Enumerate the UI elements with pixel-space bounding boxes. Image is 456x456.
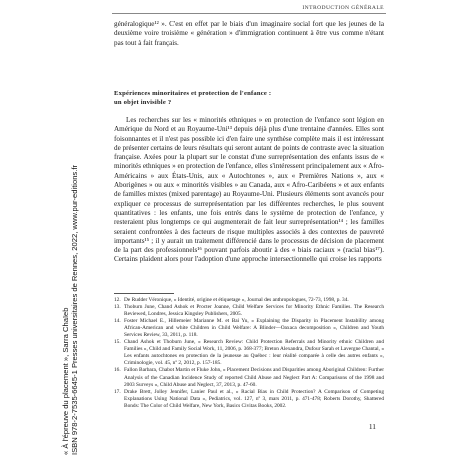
- header-rule: [112, 13, 386, 14]
- top-paragraph: généralogique¹² ». C'est en effet par le biais d'un imaginaire social fort que les jeunes de la deuxième voire troisième « génération » d'immigration continuent à être vus comme n'étant pas tout à fait français.: [114, 20, 384, 47]
- footnote: 15. Chand Ashok et Thoburn June, « Research Review: Child Protection Referrals and Minority ethnic Children and Families », Child and Family Social Work, 11, 2006, p. 368-377; Breton Alexandra, Dufour Sarah et Lavergne Chantal, « Les enfants autochtones en protection de la jeunesse au Québec : leur réalité comparée à celle des autres enfants », Criminologie, vol. 45, nº 2, 2012, p. 157-185.: [114, 339, 384, 367]
- footnote: 14. Foster Michael E., Hillemeier Marianne M. et Bai Yu, « Explaining the Disparity in Placement Instability among African-American and white Children in Child Welfare: A Blinder—Oaxaca decomposition », Children and Youth Services Review, 33, 2011, p. 118.: [114, 318, 384, 339]
- running-head: INTRODUCTION GÉNÉRALE: [302, 5, 384, 11]
- footnote: 12. De Rudder Véronique, « Identité, origine et étiquetage », Journal des anthropologues, 72-73, 1998, p. 34.: [114, 297, 349, 303]
- footnote: 13. Thoburn June, Chand Ashok et Procter Joanne, Child Welfare Services for Minority Ethnic Families. The Research Reviewed, Londres, Jessica Kingsley Publishers, 2005.: [114, 304, 384, 318]
- footnote: 16. Fallon Barbara, Chabot Martin et Fluke John, « Placement Decisions and Disparities among Aboriginal Children: Further Analysis of the Canadian Incidence Study of reported Child Abuse and Neglect Part A: Comparisons of the 1998 and 2003 Surveys », Child Abuse and Neglect, 37, 2013, p. 47-60.: [114, 367, 384, 388]
- footnote-rule: [114, 293, 174, 294]
- page-number: 11: [368, 422, 376, 431]
- section-heading: [114, 90, 384, 108]
- stamp-line-1: « À l'épreuve du placement », Sarra Chaïeb: [61, 307, 70, 455]
- main-paragraph: Les recherches sur les « minorités ethniques » en protection de l'enfance sont légion en Amérique du Nord et au Royaume-Uni¹³ depuis déjà plus d'une trentaine d'années. Elles sont foisonnantes et il n'est pas possible ici d'en faire une synthèse complète mais il est intéressant de présenter certains de leurs résultats qui seront autant de points de contraste avec la situation française. Axées pour la plupart sur le constat d'une surreprésentation des enfants issus de « minorités ethniques » en protection de l'enfance, elles s'intéressent principalement aux « Afro-Américains » aux États-Unis, aux « Autochtones », aux « Premières Nations », aux « Aborigènes » ou aux « minorités visibles » au Canada, aux « Afro-Caribéens » et aux enfants de familles mixtes (mixed parentage) au Royaume-Uni. Plusieurs éléments sont avancés pour expliquer ce processus de surreprésentation par les différentes recherches, le plus souvent quantitatives : les enfants, une fois entrés dans le système de protection de l'enfance, y resteraient plus longtemps ce qui augmenterait de fait leur surreprésentation¹⁴ ; les familles seraient confrontées à des facteurs de risque multiples associés à des contextes de pauvreté importants¹⁵ ; il y aurait un traitement différencié dans le processus de décision de placement de la part des professionnels¹⁶ pouvant parfois aboutir à des « biais raciaux » (racial bias¹⁷). Certains plaident alors pour l'adoption d'une approche intersectionnelle qui croise les rapports: [114, 116, 384, 264]
- footnote: 17. Drake Brett, Jolley Jennifer, Lanier Paul et al., « Racial Bias in Child Protection? A Comparison of Competing Explanations Using National Data », Pediatrics, vol. 127, nº 3, mars 2011, p. 471-478; Roberts Dorothy, Shattered Bonds: The Color of Child Welfare, New York, Basics Civitas Books, 2002.: [114, 388, 384, 409]
- section-heading-line-1: Expériences minoritaires et protection de l'enfance :: [114, 90, 272, 97]
- section-heading-line-2: un objet invisible ?: [114, 98, 172, 106]
- stamp-line-2: ISBN 978-2-7535-6645-1 Presses universitaires de Rennes, 2022, www.pur-editions.fr: [69, 165, 79, 455]
- footnotes: [114, 297, 384, 410]
